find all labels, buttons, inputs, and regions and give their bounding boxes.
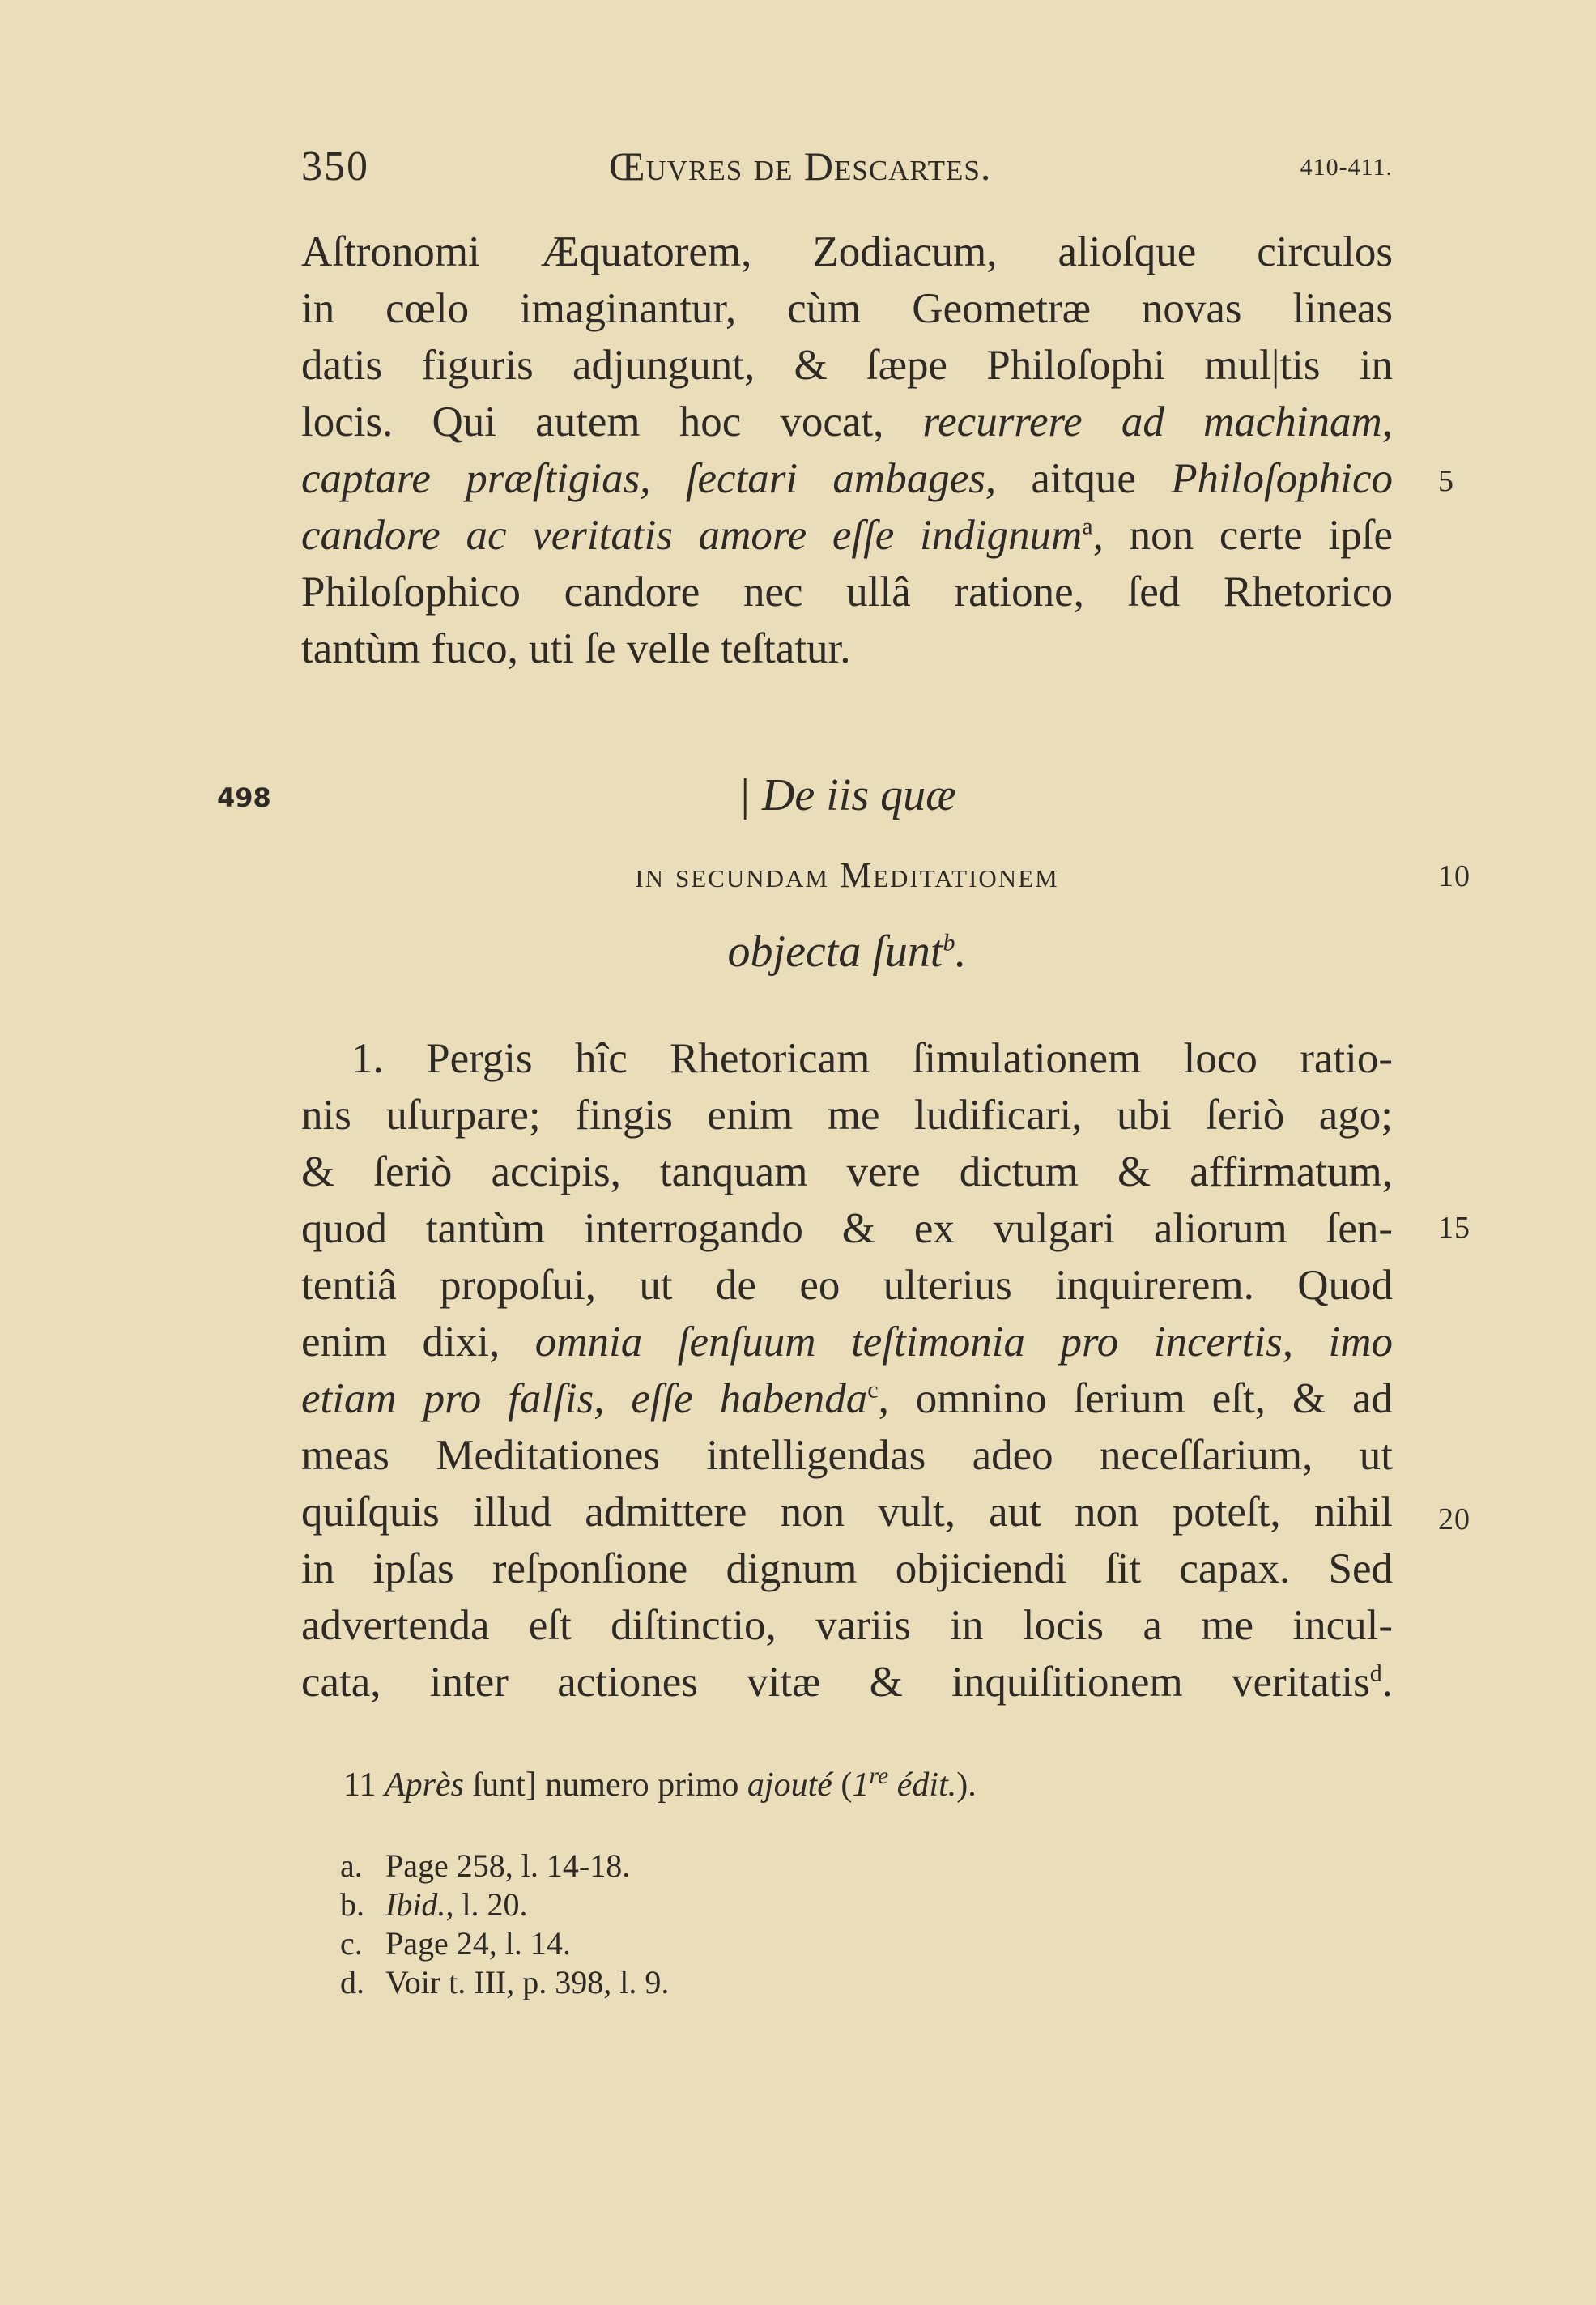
line-text: Philoſophico candore nec ullâ ratione, ſed Rhetorico <box>301 569 1393 616</box>
footnote-letter: d. <box>340 1964 364 2000</box>
footnote <box>340 1847 669 1885</box>
variant-italic: ajouté <box>747 1766 832 1804</box>
text-line <box>301 1654 1393 1711</box>
footnote-letter: c. <box>340 1925 363 1962</box>
variant-note <box>343 1762 977 1804</box>
running-title <box>609 143 991 190</box>
line-text-italic: candore ac veritatis amore eſſe indignum <box>301 512 1083 559</box>
margin-line-number: 10 <box>1438 859 1470 893</box>
heading-part: Meditationem <box>839 855 1059 895</box>
footnote-letter: a. <box>340 1847 363 1884</box>
line-text-italic: etiam pro falſis, eſſe habenda <box>301 1375 868 1422</box>
variant-text: ſunt] numero primo <box>463 1766 747 1804</box>
text-line <box>301 1370 1393 1427</box>
text-line <box>301 394 1393 450</box>
text-line <box>301 1257 1393 1314</box>
text-line <box>301 280 1393 337</box>
text-line <box>301 620 1393 677</box>
line-text: datis figuris adjungunt, & ſæpe Philoſophi mul|tis in <box>301 342 1393 389</box>
paragraph-2 <box>301 1030 1393 1711</box>
heading-part: objecta ſunt <box>727 927 943 977</box>
page-range: 410-411. <box>1300 154 1393 181</box>
line-text: , non certe ipſe <box>1092 512 1393 559</box>
text-line <box>301 1087 1393 1144</box>
line-text: in cœlo imaginantur, cùm Geometræ novas lineas <box>301 285 1393 332</box>
text-line <box>301 1144 1393 1200</box>
paragraph-1 <box>301 224 1393 677</box>
running-title-part2: Descartes. <box>803 143 992 189</box>
line-text: 1. Pergis hîc Rhetoricam ſimulationem loco ratio- <box>351 1035 1393 1082</box>
footnote <box>340 1963 669 2002</box>
text-line <box>301 564 1393 620</box>
text-line <box>301 224 1393 280</box>
line-text: , omnino ſerium eſt, & ad <box>878 1375 1393 1422</box>
text-line <box>301 337 1393 394</box>
text-line <box>301 507 1393 564</box>
footnote-ref: a <box>1082 513 1093 540</box>
line-text-italic: captare præſtigias, ſectari ambages, <box>301 455 997 502</box>
text-line <box>301 1427 1393 1484</box>
footnote-ref: d <box>1369 1660 1382 1687</box>
variant-italic: Après <box>384 1766 464 1804</box>
heading-part: in secundam <box>635 855 840 895</box>
footnote-text: , l. 20. <box>445 1886 528 1923</box>
running-title-part1: Œuvres de <box>609 143 804 189</box>
line-text: in ipſas reſponſione dignum objiciendi ſit capax. Sed <box>301 1545 1393 1592</box>
footnote-text: Page 24, l. 14. <box>385 1925 571 1962</box>
line-text: advertenda eſt diſtinctio, variis in locis a me incul- <box>301 1602 1393 1649</box>
page-number: 350 <box>301 143 369 190</box>
text-line <box>301 450 1393 507</box>
line-text: quiſquis illud admittere non vult, aut non poteſt, nihil <box>301 1489 1393 1536</box>
line-text: meas Meditationes intelligendas adeo neceſſarium, ut <box>301 1432 1393 1479</box>
variant-line-number: 11 <box>343 1766 377 1804</box>
text-line <box>301 1484 1393 1540</box>
footnote <box>340 1924 669 1963</box>
running-header <box>301 143 1393 199</box>
line-text: & ſeriò accipis, tanquam vere dictum & affirmatum, <box>301 1148 1393 1195</box>
text-line <box>301 1200 1393 1257</box>
section-heading-line-2 <box>301 854 1393 896</box>
line-text: quod tantùm interrogando & ex vulgari aliorum ſen- <box>301 1205 1393 1252</box>
footnote <box>340 1885 669 1924</box>
margin-page-reference: 498 <box>217 782 271 813</box>
footnote-ref: b <box>943 929 955 957</box>
footnote-text: Page 258, l. 14-18. <box>385 1847 631 1884</box>
variant-italic: 1 <box>852 1766 870 1804</box>
text-line <box>301 1030 1393 1087</box>
line-text: . <box>1381 1659 1393 1706</box>
section-heading-line-3 <box>301 926 1393 978</box>
line-text-italic: recurrere ad machinam, <box>922 398 1393 445</box>
variant-text: ( <box>832 1766 853 1804</box>
section-heading-line-1: | De iis quæ <box>738 770 956 820</box>
line-text-italic: Philoſophico <box>1171 455 1393 502</box>
line-text: Aſtronomi Æquatorem, Zodiacum, alioſque circulos <box>301 228 1393 275</box>
footnotes <box>340 1847 669 2002</box>
line-text: tantùm fuco, uti ſe velle teſtatur. <box>301 625 851 672</box>
margin-line-number: 15 <box>1438 1211 1470 1245</box>
variant-text: ). <box>956 1766 977 1804</box>
heading-part: . <box>955 927 967 977</box>
footnote-letter: b. <box>340 1886 364 1923</box>
line-text: aitque <box>996 455 1172 502</box>
variant-sup: re <box>869 1762 889 1789</box>
footnote-ref: c <box>867 1376 879 1404</box>
text-line <box>301 1314 1393 1370</box>
footnote-text: Voir t. III, p. 398, l. 9. <box>385 1964 670 2000</box>
line-text: tentiâ propoſui, ut de eo ulterius inquirerem. Quod <box>301 1262 1393 1309</box>
margin-line-number: 5 <box>1438 464 1454 498</box>
footnote-italic: Ibid. <box>385 1886 446 1923</box>
margin-line-number: 20 <box>1438 1502 1470 1536</box>
line-text: nis uſurpare; fingis enim me ludificari, ubi ſeriò ago; <box>301 1092 1393 1139</box>
line-text: cata, inter actiones vitæ & inquiſitionem veritatis <box>301 1659 1370 1706</box>
text-line <box>301 1540 1393 1597</box>
line-text: enim dixi, <box>301 1319 535 1366</box>
text-line <box>301 1597 1393 1654</box>
variant-italic: édit. <box>888 1766 957 1804</box>
line-text: locis. Qui autem hoc vocat, <box>301 398 923 445</box>
line-text-italic: omnia ſenſuum teſtimonia pro incertis, imo <box>534 1319 1393 1366</box>
